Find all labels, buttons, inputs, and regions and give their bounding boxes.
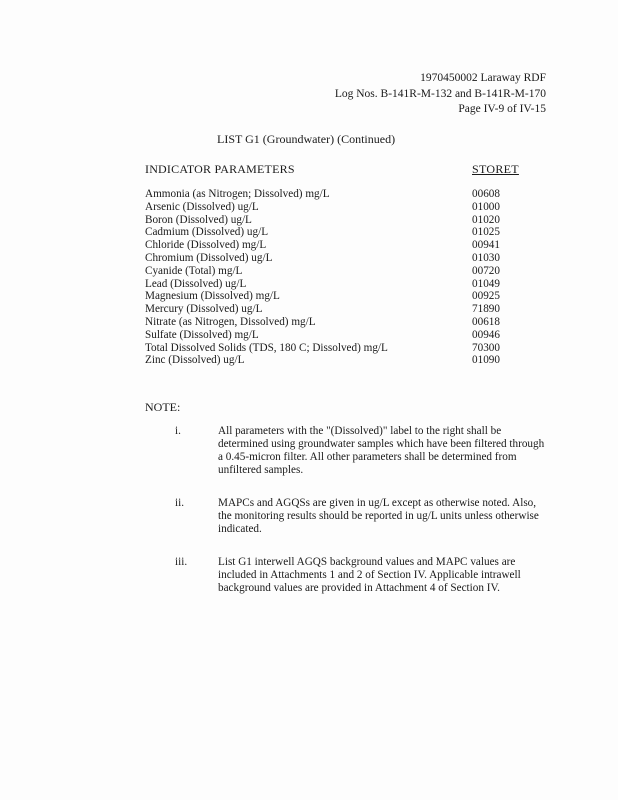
storet-code: 01090	[472, 354, 500, 367]
parameter-name: Boron (Dissolved) ug/L	[145, 213, 252, 226]
parameter-row	[145, 265, 525, 278]
indicator-parameters-heading: INDICATOR PARAMETERS	[145, 162, 295, 176]
storet-code: 01025	[472, 226, 500, 239]
note-number: ii.	[175, 497, 185, 509]
note-text: All parameters with the "(Dissolved)" label to the right shall be determined using groundwater samples which have been filtered through a 0.45-micron filter. All other parameters shall be determined from unfiltered samples.	[218, 425, 545, 476]
storet-heading: STORET	[472, 162, 519, 176]
storet-code: 00618	[472, 315, 500, 328]
parameter-name: Cadmium (Dissolved) ug/L	[145, 226, 269, 239]
note-item	[175, 425, 555, 477]
parameter-row	[145, 354, 525, 367]
storet-code: 01000	[472, 200, 500, 213]
parameter-name: Chloride (Dissolved) mg/L	[145, 239, 267, 252]
parameter-row	[145, 342, 525, 355]
parameter-row	[145, 303, 525, 316]
note-label: NOTE:	[145, 400, 181, 414]
parameter-name: Ammonia (as Nitrogen; Dissolved) mg/L	[145, 188, 330, 200]
parameter-row	[145, 252, 525, 265]
storet-code: 00925	[472, 290, 500, 303]
parameter-name: Lead (Dissolved) ug/L	[145, 277, 247, 290]
note-item	[175, 556, 555, 595]
parameter-name: Cyanide (Total) mg/L	[145, 264, 243, 277]
parameter-name: Magnesium (Dissolved) mg/L	[145, 290, 280, 303]
parameter-row	[145, 226, 525, 239]
parameter-row	[145, 239, 525, 252]
notes-list	[175, 425, 555, 615]
parameter-name: Total Dissolved Solids (TDS, 180 C; Dissolved) mg/L	[145, 341, 388, 354]
parameter-row	[145, 329, 525, 342]
parameter-row	[145, 188, 525, 201]
page-header	[335, 71, 546, 118]
storet-code: 01020	[472, 213, 500, 226]
note-item	[175, 497, 555, 536]
parameter-name: Sulfate (Dissolved) mg/L	[145, 328, 259, 341]
note-text: MAPCs and AGQSs are given in ug/L except as otherwise noted. Also, the monitoring results should be reported in ug/L units unless otherwise indicated.	[218, 497, 539, 535]
parameter-name: Mercury (Dissolved) ug/L	[145, 303, 263, 316]
parameter-name: Zinc (Dissolved) ug/L	[145, 354, 245, 367]
header-log-numbers: Log Nos. B-141R-M-132 and B-141R-M-170	[334, 87, 546, 100]
parameter-list	[145, 188, 525, 367]
parameter-row	[145, 316, 525, 329]
storet-code: 00720	[472, 264, 500, 277]
parameter-row	[145, 290, 525, 303]
header-facility-id: 1970450002 Laraway RDF	[420, 72, 546, 84]
storet-code: 00608	[472, 188, 500, 200]
storet-code: 71890	[472, 303, 500, 316]
note-text: List G1 interwell AGQS background values and MAPC values are included in Attachments 1 and 2 of Section IV. Applicable intrawell background values are provided in Attachment 4 of Section IV.	[218, 556, 521, 594]
parameter-row	[145, 214, 525, 227]
list-title: LIST G1 (Groundwater) (Continued)	[217, 132, 396, 146]
parameter-row	[145, 278, 525, 291]
storet-code: 01030	[472, 251, 500, 264]
note-number: iii.	[175, 556, 188, 568]
parameter-name: Arsenic (Dissolved) ug/L	[145, 200, 259, 213]
storet-code: 00946	[472, 328, 500, 341]
storet-code: 00941	[472, 239, 500, 252]
parameter-name: Nitrate (as Nitrogen, Dissolved) mg/L	[145, 315, 316, 328]
note-number: i.	[175, 425, 181, 437]
storet-code: 70300	[472, 341, 500, 354]
header-page-number: Page IV-9 of IV-15	[458, 103, 546, 115]
storet-code: 01049	[472, 277, 500, 290]
parameter-name: Chromium (Dissolved) ug/L	[145, 251, 273, 264]
parameter-row	[145, 201, 525, 214]
